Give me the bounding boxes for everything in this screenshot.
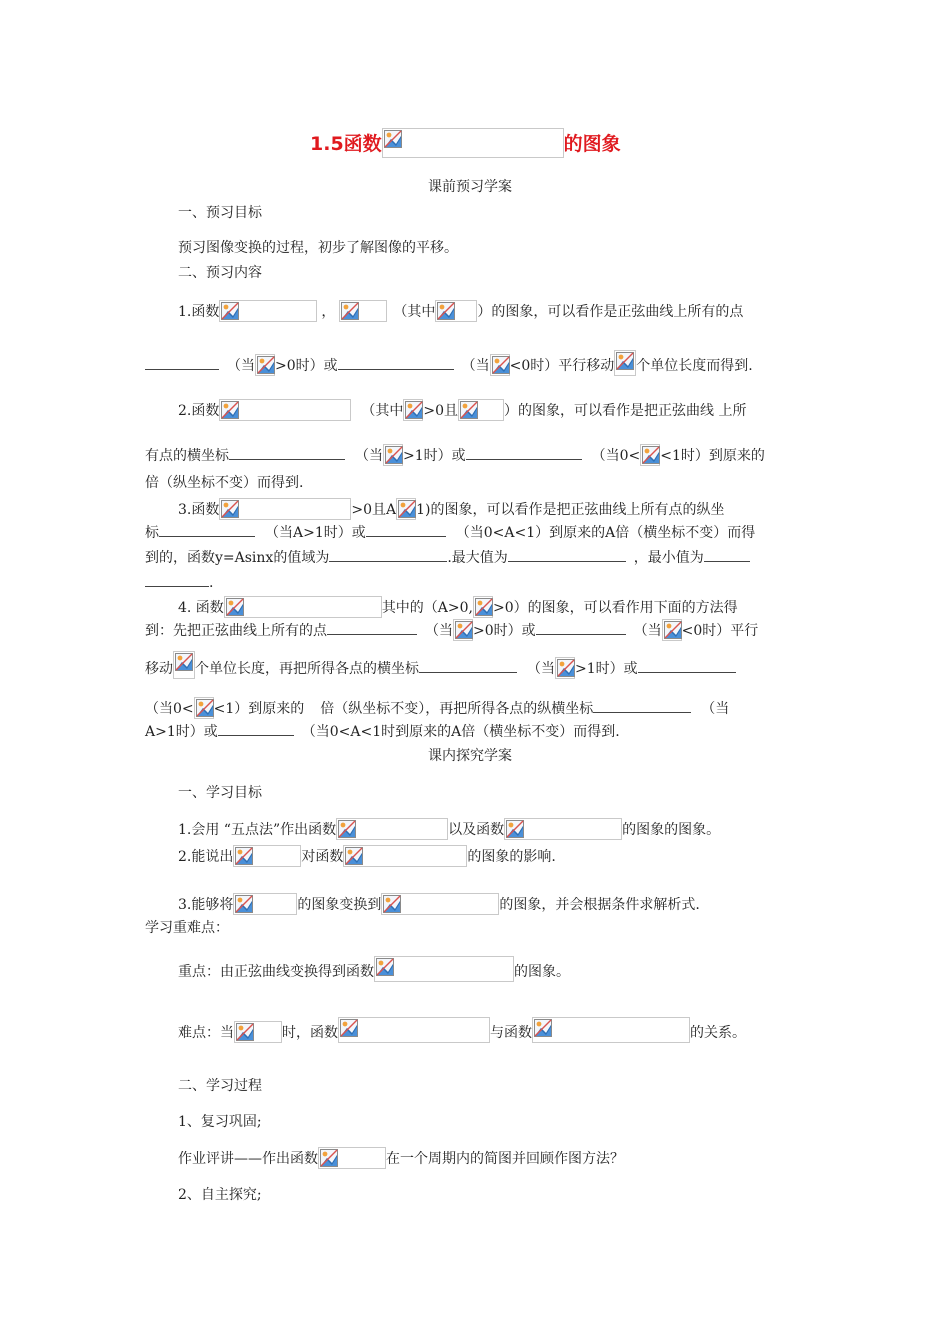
broken-image-icon [257,356,275,374]
paragraph: 3.函数 >0且A 1)的图象，可以看作是把正弦曲线上所有点的纵坐 [178,498,724,520]
title-prefix: 1.5函数 [310,133,382,155]
broken-image-icon [221,302,239,320]
broken-image-icon [385,446,403,464]
answer-blank[interactable] [338,356,454,370]
formula-image [219,498,351,520]
formula-image [338,1017,490,1043]
formula-image [233,893,297,915]
broken-image-icon [383,895,401,913]
formula-image [339,300,387,322]
paragraph: 标 （当A>1时）或 （当0<A<1）到原来的A倍（横坐标不变）而得 [145,525,756,541]
paragraph: A>1时）或 （当0<A<1时到原来的A倍（横坐标不变）而得到. [145,724,620,740]
broken-image-icon [221,401,239,419]
formula-image [374,956,514,982]
paragraph: 3.能够将 的图象变换到 的图象，并会根据条件求解析式. [178,893,700,915]
broken-image-icon [398,500,416,518]
subheading: 二、学习过程 [178,1078,262,1094]
paragraph: . [145,573,213,593]
formula-image [490,354,510,376]
paragraph: 1.会用 “五点法”作出函数 以及函数 的图象的图象。 [178,818,720,840]
page-title [310,128,621,158]
paragraph: 作业评讲——作出函数 在一个周期内的简图并回顾作图方法？ [178,1147,624,1169]
formula-image [255,354,275,376]
broken-image-icon [196,699,214,717]
paragraph: 1、复习巩固; [178,1114,262,1130]
formula-image [173,651,195,679]
title-suffix: 的图象 [563,133,621,155]
broken-image-icon [492,356,510,374]
formula-image [336,818,448,840]
paragraph: 到：先把正弦曲线上所有的点 （当 >0时）或 （当 <0时）平行 [145,619,758,641]
formula-image [403,399,423,421]
broken-image-icon [642,446,660,464]
broken-image-icon [235,895,253,913]
subheading: 学习重难点： [145,920,229,936]
formula-image [234,1021,282,1043]
formula-image [219,300,317,322]
paragraph: 难点：当 时，函数 与函数 的关系。 [178,1017,746,1043]
broken-image-icon [616,352,634,370]
paragraph: 2.能说出 对函数 的图象的影响. [178,845,556,867]
answer-blank[interactable] [638,659,736,673]
paragraph: 4. 函数 其中的（A>0, >0）的图象，可以看作用下面的方法得 [178,596,738,618]
formula-image [614,350,636,376]
broken-image-icon [221,500,239,518]
paragraph: 倍（纵坐标不变）而得到. [145,475,304,491]
broken-image-icon [506,820,524,838]
paragraph: 1.函数 ， （其中 ）的图象，可以看作是正弦曲线上所有的点 [178,300,743,322]
broken-image-icon [345,847,363,865]
broken-image-icon [226,598,244,616]
broken-image-icon [664,621,682,639]
broken-image-icon [341,302,359,320]
answer-blank[interactable] [593,699,691,713]
paragraph: 2、自主探究; [178,1187,262,1203]
answer-blank[interactable] [704,548,750,562]
broken-image-icon [437,302,455,320]
answer-blank[interactable] [466,446,582,460]
answer-blank[interactable] [366,523,446,537]
formula-image [194,697,214,719]
paragraph: 有点的横坐标 （当 >1时）或 （当0< <1时）到原来的 [145,444,765,466]
broken-image-icon [557,659,575,677]
answer-blank[interactable] [329,548,447,562]
formula-image [532,1017,690,1043]
broken-image-icon [534,1019,552,1037]
paragraph: 2.函数 （其中 >0且 ）的图象，可以看作是把正弦曲线 上所 [178,399,746,421]
paragraph: 重点：由正弦曲线变换得到函数 的图象。 [178,956,570,982]
broken-image-icon [338,820,356,838]
broken-image-icon [405,401,423,419]
paragraph: 移动 个单位长度，再把所得各点的横坐标 （当 >1时）或 [145,651,736,679]
formula-image [453,619,473,641]
section-heading: 课前预习学案 [428,179,512,195]
broken-image-icon [460,401,478,419]
broken-image-icon [376,958,394,976]
formula-image [233,845,301,867]
formula-image [343,845,467,867]
answer-blank[interactable] [159,523,255,537]
formula-image [396,498,416,520]
formula-image [555,657,575,679]
formula-image [224,596,382,618]
answer-blank[interactable] [327,621,417,635]
formula-image [504,818,622,840]
formula-image [219,399,351,421]
answer-blank[interactable] [229,446,345,460]
broken-image-icon [235,847,253,865]
formula-image [458,399,504,421]
paragraph: 预习图像变换的过程，初步了解图像的平移。 [178,240,458,256]
formula-image [382,128,564,158]
answer-blank[interactable] [536,621,626,635]
formula-image [383,444,403,466]
formula-image [435,300,477,322]
paragraph: （当 >0时）或 （当 <0时）平行移动 个单位长度而得到. [145,350,753,376]
answer-blank[interactable] [145,573,209,587]
paragraph: （当0< <1）到原来的 倍（纵坐标不变），再把所得各点的纵横坐标 （当 [145,697,729,719]
broken-image-icon [236,1023,254,1041]
broken-image-icon [384,130,402,148]
formula-image [473,596,493,618]
answer-blank[interactable] [218,722,294,736]
paragraph: 到的，函数y=Asinx的值域为 .最大值为 ，最小值为 [145,548,750,568]
subheading: 一、学习目标 [178,785,262,801]
formula-image [318,1147,386,1169]
broken-image-icon [455,621,473,639]
broken-image-icon [175,653,193,671]
subheading: 二、预习内容 [178,265,262,281]
broken-image-icon [475,598,493,616]
section-heading: 课内探究学案 [428,748,512,764]
formula-image [662,619,682,641]
answer-blank[interactable] [419,659,517,673]
formula-image [640,444,660,466]
answer-blank[interactable] [508,548,626,562]
subheading: 一、预习目标 [178,205,262,221]
broken-image-icon [320,1149,338,1167]
broken-image-icon [340,1019,358,1037]
answer-blank[interactable] [145,356,219,370]
formula-image [381,893,499,915]
